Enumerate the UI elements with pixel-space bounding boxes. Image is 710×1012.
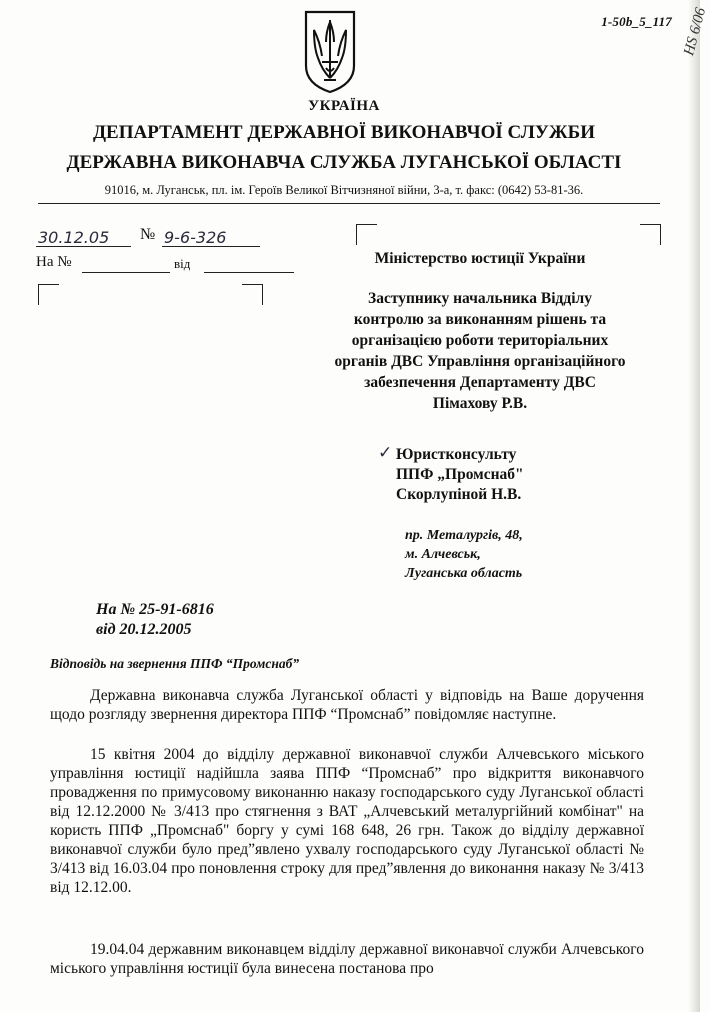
recipient-address	[405, 526, 523, 583]
page-edge	[688, 0, 700, 1012]
recipient-block	[396, 445, 524, 505]
body-paragraph	[50, 745, 644, 897]
addressee-line: забезпечення Департаменту ДВС	[364, 374, 596, 391]
recipient-line: ППФ „Промснаб"	[396, 466, 524, 483]
recipient-address-line: м. Алчевськ,	[405, 547, 481, 562]
address-field-corner	[356, 224, 377, 245]
addressee-line: організацією роботи територіальних	[351, 332, 609, 349]
body-text: 15 квітня 2004 до відділу державної виконавчої служби Алчевського міського управління юстиції надійшла заява ППФ “Промснаб” про відкриття виконавчого провадження по примусовому виконанню наказу господарського суду Луганської області від 12.12.2000 № 3/413 про стягнення з ВАТ „Алчевський металургійний комбінат" на користь ППФ „Промснаб" боргу у сумі 168 648, 26 грн. Також до відділу державної виконавчої служби було пред”явлено ухвалу господарського суду Луганської області № 3/413 від 16.03.04 про поновлення строку для пред”явлення до виконання наказу № 3/413 від 12.12.00.	[50, 746, 644, 896]
department-heading: ДЕПАРТАМЕНТ ДЕРЖАВНОЇ ВИКОНАВЧОЇ СЛУЖБИ	[92, 122, 595, 143]
body-text: Державна виконавча служба Луганської області у відповідь на Ваше доручення щодо розгляду звернення директора ППФ “Промснаб” повідомляє наступне.	[50, 687, 644, 723]
outgoing-date: 30.12.05	[38, 228, 110, 247]
from-line	[204, 256, 294, 273]
registration-stamp: 1-50b_5_117	[601, 14, 672, 29]
addressee-line: контролю за виконанням рішень та	[353, 311, 607, 328]
on-number-line	[82, 256, 170, 273]
recipient-line: Юристконсульту	[396, 446, 517, 463]
recipient-address-line: пр. Металургів, 48,	[405, 528, 523, 543]
body-paragraph	[50, 940, 644, 978]
on-number-label: На №	[36, 254, 72, 270]
check-mark: ✓	[378, 443, 393, 463]
letter-subject: Відповідь на звернення ППФ “Промснаб”	[50, 656, 300, 671]
outgoing-number: 9-6-326	[164, 228, 227, 247]
trident-icon	[300, 8, 360, 94]
country-heading: УКРАЇНА	[308, 98, 380, 114]
number-sign: №	[140, 226, 156, 243]
left-field-corner	[38, 284, 59, 305]
reference-number: На № 25-91-6816	[96, 601, 214, 618]
organization-address: 91016, м. Луганськ, пл. ім. Героїв Великої Вітчизняної війни, 3-а, т. факс: (0642) 53-81-36.	[104, 183, 584, 197]
reference-block	[96, 600, 214, 640]
addressee-line: Заступнику начальника Відділу	[368, 290, 592, 307]
body-paragraph	[50, 686, 644, 724]
recipient-address-line: Луганська область	[405, 566, 523, 581]
reference-date: від 20.12.2005	[96, 621, 192, 638]
addressee-name: Пімахову Р.В.	[432, 395, 528, 412]
addressee-block	[300, 288, 660, 414]
address-field-corner-right	[640, 224, 661, 245]
body-text: 19.04.04 державним виконавцем відділу державної виконавчої служби Алчевського міського управління юстиції була винесена постанова про	[50, 941, 644, 977]
service-heading: ДЕРЖАВНА ВИКОНАВЧА СЛУЖБА ЛУГАНСЬКОЇ ОБЛАСТІ	[66, 152, 622, 173]
left-field-corner-right	[242, 284, 263, 305]
header-divider	[38, 203, 660, 204]
handwritten-stamp: HS 6/06	[681, 6, 710, 58]
recipient-line: Скорлупіной Н.В.	[396, 486, 522, 503]
from-label: від	[174, 256, 191, 271]
addressee-line: органів ДВС Управління організаційного	[334, 353, 626, 370]
ministry-name: Міністерство юстиції України	[374, 250, 586, 267]
